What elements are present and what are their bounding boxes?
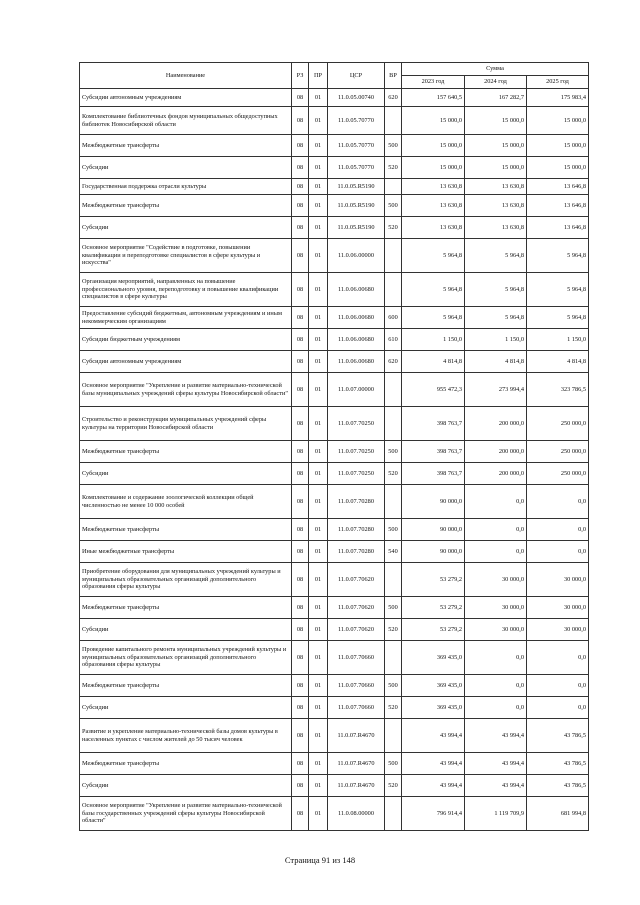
row-vr: 500	[385, 195, 402, 217]
row-sum-2023: 157 640,5	[402, 89, 465, 107]
row-sum-2024: 200 000,0	[465, 463, 527, 485]
row-pr: 01	[309, 179, 328, 195]
table-row	[80, 373, 589, 407]
header-row	[80, 63, 589, 76]
row-sum-2025: 43 786,5	[527, 775, 589, 797]
row-sum-2024: 273 994,4	[465, 373, 527, 407]
row-rz: 08	[292, 217, 309, 239]
row-vr	[385, 107, 402, 135]
row-csr: 11.0.07.00000	[328, 373, 385, 407]
col-header-2025: 2025 год	[527, 76, 589, 89]
row-pr: 01	[309, 463, 328, 485]
row-sum-2025: 43 786,5	[527, 753, 589, 775]
row-sum-2024: 43 994,4	[465, 753, 527, 775]
row-sum-2025: 0,0	[527, 485, 589, 519]
row-sum-2024: 5 964,8	[465, 239, 527, 273]
row-pr: 01	[309, 157, 328, 179]
row-csr: 11.0.07.70660	[328, 697, 385, 719]
row-sum-2024: 0,0	[465, 697, 527, 719]
row-csr: 11.0.05.70770	[328, 107, 385, 135]
row-name: Межбюджетные трансферты	[80, 519, 292, 541]
row-sum-2025: 1 150,0	[527, 329, 589, 351]
table-row	[80, 797, 589, 831]
row-pr: 01	[309, 195, 328, 217]
row-vr: 520	[385, 157, 402, 179]
row-rz: 08	[292, 407, 309, 441]
row-sum-2023: 369 435,0	[402, 641, 465, 675]
row-name: Субсидии	[80, 697, 292, 719]
table-row	[80, 719, 589, 753]
row-sum-2024: 1 119 709,9	[465, 797, 527, 831]
row-sum-2023: 43 994,4	[402, 753, 465, 775]
row-vr: 610	[385, 329, 402, 351]
row-sum-2024: 30 000,0	[465, 619, 527, 641]
row-sum-2024: 30 000,0	[465, 597, 527, 619]
row-csr: 11.0.07.70660	[328, 641, 385, 675]
row-sum-2025: 5 964,8	[527, 273, 589, 307]
row-vr	[385, 273, 402, 307]
row-sum-2024: 13 630,8	[465, 179, 527, 195]
row-sum-2025: 250 000,0	[527, 441, 589, 463]
table-row	[80, 463, 589, 485]
row-sum-2025: 30 000,0	[527, 619, 589, 641]
table-row	[80, 641, 589, 675]
row-vr: 500	[385, 597, 402, 619]
row-rz: 08	[292, 351, 309, 373]
row-csr: 11.0.05.R5190	[328, 179, 385, 195]
row-sum-2024: 13 630,8	[465, 195, 527, 217]
row-sum-2025: 0,0	[527, 519, 589, 541]
row-pr: 01	[309, 351, 328, 373]
row-pr: 01	[309, 107, 328, 135]
row-csr: 11.0.07.70620	[328, 619, 385, 641]
row-rz: 08	[292, 441, 309, 463]
col-header-2023: 2023 год	[402, 76, 465, 89]
row-name: Субсидии	[80, 775, 292, 797]
table-row	[80, 307, 589, 329]
row-sum-2025: 30 000,0	[527, 563, 589, 597]
col-header-pr: ПР	[309, 63, 328, 89]
row-sum-2025: 175 983,4	[527, 89, 589, 107]
row-csr: 11.0.05.00740	[328, 89, 385, 107]
row-vr	[385, 485, 402, 519]
row-csr: 11.0.07.70250	[328, 441, 385, 463]
table-row	[80, 179, 589, 195]
row-vr	[385, 239, 402, 273]
row-csr: 11.0.06.00680	[328, 307, 385, 329]
row-sum-2024: 15 000,0	[465, 107, 527, 135]
row-rz: 08	[292, 753, 309, 775]
row-pr: 01	[309, 641, 328, 675]
row-rz: 08	[292, 641, 309, 675]
row-sum-2025: 0,0	[527, 675, 589, 697]
row-sum-2025: 0,0	[527, 541, 589, 563]
row-sum-2025: 250 000,0	[527, 407, 589, 441]
col-header-rz: РЗ	[292, 63, 309, 89]
row-sum-2023: 5 964,8	[402, 239, 465, 273]
row-sum-2023: 13 630,8	[402, 179, 465, 195]
col-header-2024: 2024 год	[465, 76, 527, 89]
row-pr: 01	[309, 797, 328, 831]
row-pr: 01	[309, 135, 328, 157]
table-row	[80, 407, 589, 441]
row-name: Организация мероприятий, направленных на повышение профессионального уровня, переподготовку и повышение квалификации специалистов в сфере культуры	[80, 273, 292, 307]
row-sum-2025: 323 786,5	[527, 373, 589, 407]
row-vr: 500	[385, 519, 402, 541]
row-sum-2023: 15 000,0	[402, 135, 465, 157]
row-sum-2023: 5 964,8	[402, 307, 465, 329]
row-csr: 11.0.08.00000	[328, 797, 385, 831]
row-csr: 11.0.07.70250	[328, 407, 385, 441]
row-name: Субсидии автономным учреждениям	[80, 89, 292, 107]
row-sum-2023: 1 150,0	[402, 329, 465, 351]
row-name: Межбюджетные трансферты	[80, 675, 292, 697]
col-header-name: Наименование	[80, 63, 292, 89]
row-rz: 08	[292, 135, 309, 157]
table-row	[80, 519, 589, 541]
row-vr: 620	[385, 89, 402, 107]
row-name: Межбюджетные трансферты	[80, 441, 292, 463]
row-vr	[385, 641, 402, 675]
row-sum-2025: 43 786,5	[527, 719, 589, 753]
row-vr: 500	[385, 675, 402, 697]
row-csr: 11.0.05.R5190	[328, 217, 385, 239]
row-vr: 600	[385, 307, 402, 329]
row-sum-2024: 5 964,8	[465, 273, 527, 307]
row-vr: 520	[385, 217, 402, 239]
row-sum-2024: 15 000,0	[465, 135, 527, 157]
table-row	[80, 107, 589, 135]
row-rz: 08	[292, 239, 309, 273]
row-sum-2023: 15 000,0	[402, 157, 465, 179]
row-pr: 01	[309, 329, 328, 351]
row-vr: 520	[385, 619, 402, 641]
row-vr: 500	[385, 753, 402, 775]
row-name: Основное мероприятие "Содействие в подготовке, повышении квалификации и переподготовке специалистов в сфере культуры и искусства"	[80, 239, 292, 273]
row-sum-2024: 43 994,4	[465, 719, 527, 753]
row-vr: 620	[385, 351, 402, 373]
row-name: Субсидии	[80, 157, 292, 179]
row-pr: 01	[309, 307, 328, 329]
row-csr: 11.0.06.00680	[328, 329, 385, 351]
row-name: Государственная поддержка отрасли культуры	[80, 179, 292, 195]
row-csr: 11.0.07.R4670	[328, 753, 385, 775]
table-row	[80, 597, 589, 619]
row-csr: 11.0.06.00680	[328, 273, 385, 307]
table-row	[80, 217, 589, 239]
row-sum-2025: 15 000,0	[527, 135, 589, 157]
row-sum-2025: 0,0	[527, 641, 589, 675]
table-row	[80, 619, 589, 641]
budget-table	[79, 62, 589, 831]
row-name: Приобретение оборудования для муниципальных учреждений культуры и муниципальных образовательных организаций дополнительного образования сферы культуры	[80, 563, 292, 597]
row-sum-2023: 398 763,7	[402, 463, 465, 485]
table-row	[80, 441, 589, 463]
row-sum-2025: 681 994,8	[527, 797, 589, 831]
row-sum-2024: 200 000,0	[465, 441, 527, 463]
row-pr: 01	[309, 563, 328, 597]
row-sum-2023: 369 435,0	[402, 697, 465, 719]
row-csr: 11.0.05.70770	[328, 157, 385, 179]
row-sum-2024: 0,0	[465, 675, 527, 697]
row-sum-2023: 398 763,7	[402, 407, 465, 441]
row-sum-2023: 53 279,2	[402, 597, 465, 619]
row-rz: 08	[292, 697, 309, 719]
table-row	[80, 485, 589, 519]
row-name: Иные межбюджетные трансферты	[80, 541, 292, 563]
row-rz: 08	[292, 195, 309, 217]
row-sum-2023: 90 000,0	[402, 541, 465, 563]
row-sum-2023: 4 814,8	[402, 351, 465, 373]
row-pr: 01	[309, 373, 328, 407]
row-csr: 11.0.06.00000	[328, 239, 385, 273]
col-header-sum: Сумма	[402, 63, 589, 76]
row-sum-2025: 15 000,0	[527, 157, 589, 179]
row-sum-2023: 369 435,0	[402, 675, 465, 697]
row-sum-2023: 955 472,3	[402, 373, 465, 407]
row-sum-2023: 90 000,0	[402, 485, 465, 519]
page-number: Страница 91 из 148	[284, 855, 356, 865]
row-sum-2024: 200 000,0	[465, 407, 527, 441]
row-pr: 01	[309, 675, 328, 697]
row-vr	[385, 179, 402, 195]
row-rz: 08	[292, 719, 309, 753]
table-row	[80, 775, 589, 797]
table-row	[80, 135, 589, 157]
row-sum-2025: 5 964,8	[527, 307, 589, 329]
row-vr	[385, 563, 402, 597]
row-csr: 11.0.07.70280	[328, 519, 385, 541]
row-csr: 11.0.07.70660	[328, 675, 385, 697]
row-name: Развитие и укрепление материально-технической базы домов культуры в населенных пунктах с числом жителей до 50 тысяч человек	[80, 719, 292, 753]
row-rz: 08	[292, 619, 309, 641]
row-vr	[385, 373, 402, 407]
row-sum-2023: 15 000,0	[402, 107, 465, 135]
row-pr: 01	[309, 273, 328, 307]
row-vr: 520	[385, 463, 402, 485]
row-sum-2023: 90 000,0	[402, 519, 465, 541]
row-pr: 01	[309, 697, 328, 719]
row-pr: 01	[309, 519, 328, 541]
row-pr: 01	[309, 407, 328, 441]
row-rz: 08	[292, 329, 309, 351]
row-csr: 11.0.07.70620	[328, 597, 385, 619]
table-row	[80, 157, 589, 179]
row-sum-2023: 53 279,2	[402, 563, 465, 597]
row-sum-2023: 43 994,4	[402, 775, 465, 797]
row-sum-2023: 398 763,7	[402, 441, 465, 463]
row-name: Субсидии автономным учреждениям	[80, 351, 292, 373]
row-sum-2024: 0,0	[465, 641, 527, 675]
row-sum-2025: 30 000,0	[527, 597, 589, 619]
row-sum-2023: 796 914,4	[402, 797, 465, 831]
row-sum-2025: 13 646,8	[527, 217, 589, 239]
row-rz: 08	[292, 373, 309, 407]
row-pr: 01	[309, 239, 328, 273]
table-row	[80, 675, 589, 697]
row-sum-2023: 13 630,8	[402, 195, 465, 217]
row-sum-2024: 0,0	[465, 485, 527, 519]
col-header-vr: ВР	[385, 63, 402, 89]
row-sum-2025: 4 814,8	[527, 351, 589, 373]
row-name: Межбюджетные трансферты	[80, 597, 292, 619]
row-name: Субсидии бюджетным учреждениям	[80, 329, 292, 351]
row-vr	[385, 407, 402, 441]
row-pr: 01	[309, 89, 328, 107]
row-rz: 08	[292, 273, 309, 307]
row-sum-2025: 5 964,8	[527, 239, 589, 273]
row-vr: 520	[385, 775, 402, 797]
row-rz: 08	[292, 519, 309, 541]
row-sum-2025: 13 646,8	[527, 179, 589, 195]
row-vr: 540	[385, 541, 402, 563]
row-name: Межбюджетные трансферты	[80, 753, 292, 775]
table-row	[80, 563, 589, 597]
row-rz: 08	[292, 157, 309, 179]
row-vr: 500	[385, 135, 402, 157]
row-pr: 01	[309, 775, 328, 797]
table-row	[80, 541, 589, 563]
row-rz: 08	[292, 675, 309, 697]
row-csr: 11.0.07.70620	[328, 563, 385, 597]
table-row	[80, 697, 589, 719]
table-row	[80, 351, 589, 373]
row-pr: 01	[309, 217, 328, 239]
row-vr: 500	[385, 441, 402, 463]
row-csr: 11.0.07.R4670	[328, 719, 385, 753]
row-pr: 01	[309, 485, 328, 519]
table-row	[80, 195, 589, 217]
row-name: Субсидии	[80, 217, 292, 239]
row-name: Основное мероприятие "Укрепление и развитие материально-технической базы муниципальных учреждений сферы культуры Новосибирской области"	[80, 373, 292, 407]
row-name: Основное мероприятие "Укрепление и развитие материально-технической базы государственных учреждений сферы культуры Новосибирской области"	[80, 797, 292, 831]
row-sum-2024: 15 000,0	[465, 157, 527, 179]
row-vr	[385, 719, 402, 753]
row-sum-2024: 30 000,0	[465, 563, 527, 597]
row-csr: 11.0.07.70280	[328, 541, 385, 563]
row-pr: 01	[309, 619, 328, 641]
row-sum-2024: 0,0	[465, 519, 527, 541]
row-sum-2024: 0,0	[465, 541, 527, 563]
table-row	[80, 239, 589, 273]
row-sum-2024: 4 814,8	[465, 351, 527, 373]
row-pr: 01	[309, 597, 328, 619]
row-rz: 08	[292, 563, 309, 597]
row-sum-2023: 43 994,4	[402, 719, 465, 753]
row-sum-2023: 13 630,8	[402, 217, 465, 239]
row-csr: 11.0.06.00680	[328, 351, 385, 373]
row-sum-2023: 53 279,2	[402, 619, 465, 641]
row-sum-2025: 0,0	[527, 697, 589, 719]
row-sum-2025: 13 646,8	[527, 195, 589, 217]
row-sum-2024: 167 282,7	[465, 89, 527, 107]
row-rz: 08	[292, 307, 309, 329]
table-row	[80, 273, 589, 307]
row-name: Субсидии	[80, 619, 292, 641]
table-row	[80, 89, 589, 107]
row-pr: 01	[309, 441, 328, 463]
row-sum-2024: 5 964,8	[465, 307, 527, 329]
row-csr: 11.0.07.70250	[328, 463, 385, 485]
row-vr	[385, 797, 402, 831]
table-row	[80, 753, 589, 775]
row-sum-2024: 43 994,4	[465, 775, 527, 797]
row-pr: 01	[309, 541, 328, 563]
row-rz: 08	[292, 775, 309, 797]
col-header-csr: ЦСР	[328, 63, 385, 89]
row-csr: 11.0.07.70280	[328, 485, 385, 519]
row-sum-2025: 250 000,0	[527, 463, 589, 485]
row-sum-2024: 13 630,8	[465, 217, 527, 239]
row-rz: 08	[292, 797, 309, 831]
row-sum-2025: 15 000,0	[527, 107, 589, 135]
row-name: Межбюджетные трансферты	[80, 195, 292, 217]
row-rz: 08	[292, 597, 309, 619]
row-csr: 11.0.07.R4670	[328, 775, 385, 797]
row-rz: 08	[292, 107, 309, 135]
row-name: Комплектование и содержание зоологической коллекции общей численностью не менее 10 000 особей	[80, 485, 292, 519]
row-csr: 11.0.05.70770	[328, 135, 385, 157]
table-body	[80, 89, 589, 831]
row-rz: 08	[292, 179, 309, 195]
row-name: Предоставление субсидий бюджетным, автономным учреждениям и иным некоммерческим организациям	[80, 307, 292, 329]
row-rz: 08	[292, 463, 309, 485]
row-name: Субсидии	[80, 463, 292, 485]
row-name: Комплектование библиотечных фондов муниципальных общедоступных библиотек Новосибирской области	[80, 107, 292, 135]
row-pr: 01	[309, 753, 328, 775]
row-rz: 08	[292, 541, 309, 563]
row-name: Строительство и реконструкция муниципальных учреждений сферы культуры на территории Новосибирской области	[80, 407, 292, 441]
row-csr: 11.0.05.R5190	[328, 195, 385, 217]
row-vr: 520	[385, 697, 402, 719]
row-name: Проведение капитального ремонта муниципальных учреждений культуры и муниципальных образовательных организаций дополнительного образования сферы культуры	[80, 641, 292, 675]
row-rz: 08	[292, 485, 309, 519]
table-row	[80, 329, 589, 351]
row-name: Межбюджетные трансферты	[80, 135, 292, 157]
row-sum-2024: 1 150,0	[465, 329, 527, 351]
row-sum-2023: 5 964,8	[402, 273, 465, 307]
row-pr: 01	[309, 719, 328, 753]
row-rz: 08	[292, 89, 309, 107]
